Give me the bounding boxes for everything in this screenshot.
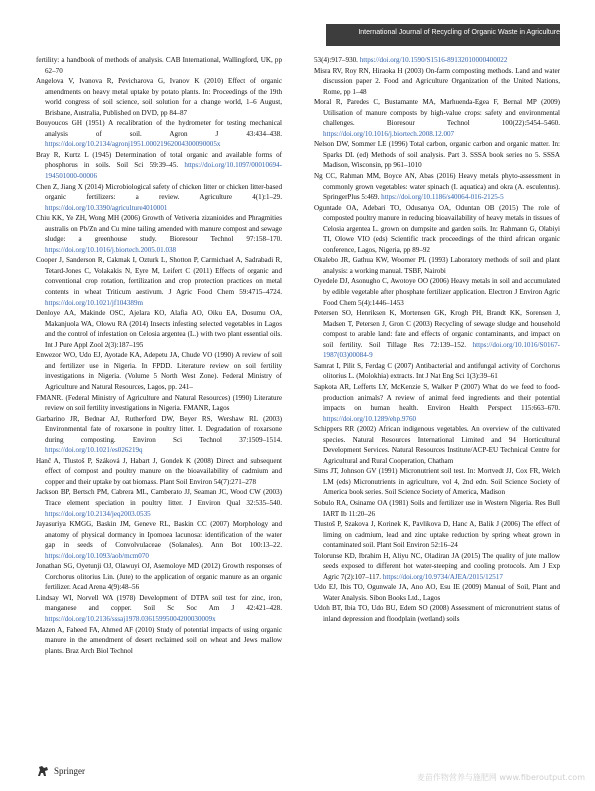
doi-link[interactable]: https://doi.org/10.1097/00010694-194501000-00006 — [45, 161, 282, 181]
doi-link[interactable]: https://doi.org/10.1016/S0167-1987(03)00084-9 — [323, 340, 560, 360]
reference-item: Tolorunse KD, Ibrahim H, Aliyu NC, Oladiran JA (2015) The quality of jute mallow seeds exposed to different hot water-steeping and cooling protocols. Am J Exp Agric 7(2):107–117. https://doi.org/10.9734/AJEA/2015/12517 — [314, 551, 560, 581]
reference-item: Angelova V, Ivanova R, Pevicharova G, Ivanov K (2010) Effect of organic amendments on heavy metal uptake by potato plants. In: Proceedings of the 19th world congress of soil science, soil solution for a change world, 1–6 August, Brisbane, Australia, Published on DVD, pp 84–87 — [36, 77, 282, 117]
reference-item: Bray R, Kurtz L (1945) Determination of total organic and available forms of phosphorus in soils. Soil Sci 59:39–45. https://doi.org/10.1097/00010694-194501000-00006 — [36, 150, 282, 181]
reference-item: FMANR. (Federal Ministry of Agriculture and Natural Resources) (1990) Literature review on soil fertility investigations in Nigeria. FMANR, Lagos — [36, 393, 282, 413]
reference-item: Lindsay WI, Norvell WA (1978) Development of DTPA soil test for zinc, iron, manganese and copper. Soil Sc Soc Am J 42:421–428. https://doi.org/10.2136/sssaj1978.03615995004200030009x — [36, 593, 282, 623]
reference-item: Udoh BT, Ibia TO, Udo BU, Edem SO (2008) Assessment of micronutrient status of inland depression and floodplain (wetland) soils — [314, 604, 560, 623]
reference-item: Sapkota AR, Lefferts LY, McKenzie S, Walker P (2007) What do we feed to food-production animals? A review of animal feed ingredients and their potential impacts on human health. Environ Health Perspect 115:663–670. https://doi.org/10.1289/ehp.9760 — [314, 382, 560, 423]
reference-item: Jayasuriya KMGG, Baskin JM, Geneve RL, Baskin CC (2007) Morphology and anatomy of physical dormancy in Ipomoea lacunosa: identification of the water gap in seeds of Convolvulaceae (Solanales). Ann Bot 100:13–22. https://doi.org/10.1093/aob/mcm070 — [36, 520, 282, 560]
reference-item: Schippers RR (2002) African indigenous vegetables. An overview of the cultivated species. Natural Resources International Limited and 94 Horticultural Development Services. Natural Resources Institute/ACP-EU Technical Centre for Agricultural and Rural Cooperation, Chatham — [314, 425, 560, 465]
reference-item: Garbarino JR, Bednar AJ, Rutherford DW, Beyer RS, Wershaw RL (2003) Environmental fate of roxarsone in poultry litter. I. Degradation of roxarsone during composting. Environ Sci Technol 37:1509–1514. https://doi.org/10.1021/es026219q — [36, 414, 282, 455]
reference-item: fertility: a handbook of methods of analysis. CAB International, Wallingford, UK, pp 62–70 — [36, 56, 282, 75]
right-reference-column — [314, 55, 560, 625]
doi-link[interactable]: https://doi.org/10.1021/es026219q — [45, 446, 143, 455]
reference-item: Oyedele DJ, Asonugho C, Awotoye OO (2006) Heavy metals in soil and accumulated by edible vegetable after phosphate fertilizer application. Electron J Environ Agric Food Chem 5(4):1446–1453 — [314, 277, 560, 307]
doi-link[interactable]: https://doi.org/10.2134/jeq2003.0535 — [45, 509, 151, 518]
publisher-logo-text: Springer — [54, 766, 85, 776]
reference-item: Nelson DW, Sommer LE (1996) Total carbon, organic carbon and organic matter. In: Sparks DL (ed) Methods of soil analysis. Part 3. SSSA book series no 5. SSSA Madison, Wisconsin, pp 961–1010 — [314, 140, 560, 170]
left-reference-column — [36, 55, 282, 656]
reference-item: Bouyoucos GH (1951) A recalibration of the hydrometer for testing mechanical analysis of soil. Agron J 43:434–438. https://doi.org/10.2134/agronj1951.00021962004300090005x — [36, 119, 282, 149]
reference-item: 53(4):917–930. https://doi.org/10.1590/S1516-89132010000400022 — [314, 56, 508, 64]
springer-horse-icon — [36, 764, 50, 778]
reference-item: Jonathan SG, Oyetunji OJ, Olawuyi OJ, Asemoloye MD (2012) Growth responses of Corchorus olitorius Lin. (Jute) to the application of organic manure as an organic fertilizer. Acad Arena 4(9):48–56 — [36, 562, 282, 592]
reference-item: Samrat I, Pilit S, Ferdag C (2007) Antibacterial and antifungal activity of Corchorus olitorius L. (Molokhia) extracts. Int J Nat Eng Sci 1(3):39–61 — [314, 361, 560, 381]
reference-item: Cooper J, Sanderson R, Cakmak I, Ozturk L, Shotton P, Carmichael A, Sadrabadi R, Tetard-Jones C, Volakakis N, Eyre M, Leifert C (2011) Effects of organic and conventional crop rotation, fertilization and crop protection practices on metal contents in wheat Triticum aestivum. J Agric Food Chem 59:4715–4724. https://doi.org/10.1021/jf104389m — [36, 256, 282, 307]
reference-item: Enwezor WO, Udo EJ, Ayotade KA, Adepetu JA, Chude VO (1990) A review of soil and fertilizer use in Nigeria. In FPDD. Literature review on soil fertility investigations in Nigeria. (Volume 5 North West Zone). Federal Ministry of Agriculture and Natural Resources, Lagos, pp. 241– — [36, 351, 282, 391]
reference-item: Okalebo JR, Gathua KW, Woomer PL (1993) Laboratory methods of soil and plant analysis: a working manual. TSBF, Nairobi — [314, 256, 560, 275]
journal-title: International Journal of Recycling of Organic Waste in Agriculture — [358, 29, 560, 36]
reference-item: Petersen SO, Henriksen K, Mortensen GK, Krogh PH, Brandt KK, Sorensen J, Madsen T, Petersen J, Gron C (2003) Recycling of sewage sludge and household compost to arable land: fate and effects of organic contaminants, and impact on soil fertility. Soil Tillage Res 72:139–152. https://doi.org/10.1016/S0167-1987(03)00084-9 — [314, 309, 560, 360]
reference-item: Hanč A, Tlustoš P, Száková J, Habart J, Gondek K (2008) Direct and subsequent effect of compost and poultry manure on the bioavailability of cadmium and copper and their uptake by oat biomass. Plant Soil Environ 54(7):271–278 — [36, 456, 282, 486]
reference-item: Mazen A, Faheed FA, Ahmed AF (2010) Study of potential impacts of using organic manure in the amendment of desert reclaimed soil on wheat and Jews mallow plants. Braz Arch Biol Technol — [36, 625, 282, 655]
doi-link[interactable]: https://doi.org/10.2136/sssaj1978.03615995004200030009x — [45, 614, 216, 623]
doi-link[interactable]: https://doi.org/10.9734/AJEA/2015/12517 — [382, 572, 503, 581]
doi-link[interactable]: https://doi.org/10.1016/j.biortech.2008.12.007 — [323, 129, 455, 138]
reference-item: Denloye AA, Makinde OSC, Ajelara KO, Alafia AO, Oiku EA, Dosumu OA, Makanjuola WA, Olowu RA (2014) Insects infesting selected vegetables in Lagos and the control of infestation on Celosia argentea (L.) with two plant essential oils. Int J Pure Appl Zool 2(3):187–195 — [36, 309, 282, 349]
reference-item: Chiu KK, Ye ZH, Wong MH (2006) Growth of Vetiveria zizanioides and Phragmities australis on Pb/Zn and Cu mine tailing amended with manure compost and sewage sludge: a greenhouse study. Bioresour Technol 97:158–170. https://doi.org/10.1016/j.biortech.2005.01.038 — [36, 214, 282, 254]
reference-item: Sims JT, Johnson GV (1991) Micronutrient soil test. In: Mortvedt JJ, Cox FR, Welch LM (eds) Micronutrients in agriculture, vol 4, 2nd edn. Soil Science Society of America book series. Soil Science Society of America, Madison — [314, 467, 560, 497]
page-footer — [36, 763, 85, 779]
doi-link[interactable]: https://doi.org/10.2134/agronj1951.00021962004300090005x — [45, 140, 221, 149]
reference-item: Moral R, Paredes C, Bustamante MA, Marhuenda-Egea F, Bernal MP (2009) Utilisation of manure composts by high-value crops: safety and environmental challenges. Bioresour Technol 100(22):5454–5460. https://doi.org/10.1016/j.biortech.2008.12.007 — [314, 98, 560, 138]
doi-link[interactable]: https://doi.org/10.1021/jf104389m — [45, 298, 144, 307]
reference-item: Tlustoš P, Szakova J, Korinek K, Pavlikova D, Hanc A, Balik J (2006) The effect of liming on cadmium, lead and zinc uptake reduction by spring wheat grown in contaminated soil. Plant Soil Environ 52:16–24 — [314, 520, 560, 550]
reference-item: Jackson BP, Bertsch PM, Cabrera ML, Camberato JJ, Seaman JC, Wood CW (2003) Trace element speciation in poultry litter. J Environ Qual 32:535–540. https://doi.org/10.2134/jeq2003.0535 — [36, 488, 282, 518]
doi-link[interactable]: https://doi.org/10.3390/agriculture4010001 — [45, 203, 168, 212]
watermark: 麦苗作物营养与施肥网 www.fiberoutput.com — [416, 773, 585, 782]
doi-link[interactable]: https://doi.org/10.1186/s40064-016-2125-5 — [381, 193, 504, 202]
doi-link[interactable]: https://doi.org/10.1016/j.biortech.2005.01.038 — [45, 245, 177, 254]
doi-link[interactable]: https://doi.org/10.1093/aob/mcm070 — [45, 551, 149, 560]
reference-item: Udo EJ, Ibis TO, Ogunwale JA, Ano AO, Esu IE (2009) Manual of Soil, Plant and Water Analysis. Sibon Books Ltd., Lagos — [314, 583, 560, 602]
reference-item: Chen Z, Jiang X (2014) Microbiological safety of chicken litter or chicken litter-based organic fertilizers: a review. Agriculture 4(1):1–29. https://doi.org/10.3390/agriculture4010001 — [36, 182, 282, 212]
reference-item: Misra RV, Roy RN, Hiraoka H (2003) On-farm composting methods. Land and water discussion paper 2. Food and Agriculture Organization of the United Nations, Rome, pp 1–48 — [314, 66, 560, 96]
reference-item: Ng CC, Rahman MM, Boyce AN, Abas (2016) Heavy metals phyto-assessment in commonly grown vegetables: water spinach (I. aquatica) and okra (A. esculentus). SpringerPlus 5:469. https://doi.org/10.1186/s40064-016-2125-5 — [314, 172, 560, 202]
doi-link[interactable]: https://doi.org/10.1590/S1516-89132010000400022 — [359, 56, 508, 64]
reference-item: Sobulo RA, Osiname OA (1981) Soils and fertilizer use in Western Nigeria. Res Bull IART Ib 11:20–26 — [314, 498, 560, 518]
reference-item: Oguntade OA, Adebari TO, Odusanya OA, Oduntan OB (2015) The role of composted poultry manure in reducing bioavailability of heavy metals in tissues of Celosia argentea L. grown on dumpsite and garden soils. In: Rahmann G, Olabiyi TI, Olowe VIO (eds) Scientific track proceedings of the third african organic conference, Lagos, Nigeria, pp 89–92 — [314, 203, 560, 254]
doi-link[interactable]: https://doi.org/10.1289/ehp.9760 — [323, 414, 417, 423]
